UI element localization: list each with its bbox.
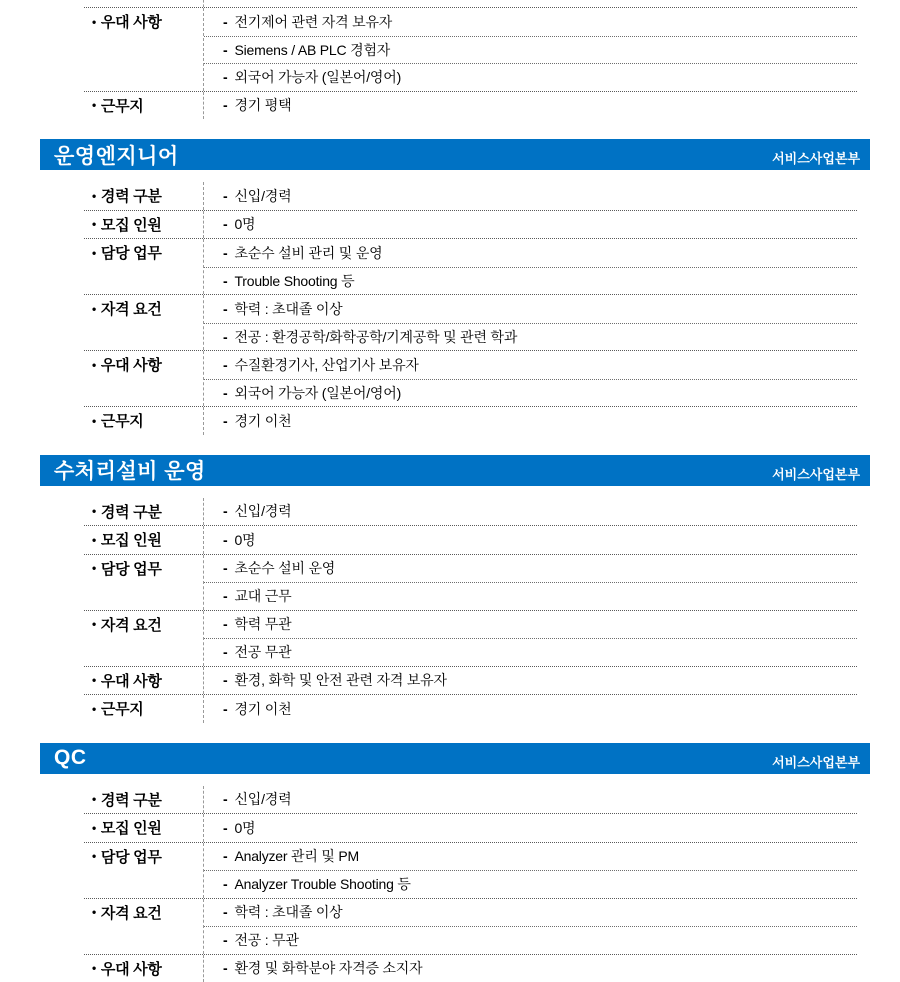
row-value-cell (203, 239, 857, 294)
section-header-bar (40, 455, 870, 486)
value-line (204, 955, 857, 982)
section-header-bar (40, 139, 870, 170)
dash-marker: - (223, 932, 227, 948)
row-value-cell (203, 786, 857, 814)
table-row-group (84, 610, 857, 666)
row-label: 자격 요건 (101, 614, 162, 635)
value-line (204, 582, 857, 610)
value-text: 신입/경력 (234, 789, 291, 809)
row-label: 우대 사항 (101, 354, 162, 375)
dash-marker: - (223, 560, 227, 576)
dash-marker: - (223, 42, 227, 58)
row-label: 경력 구분 (101, 501, 162, 522)
value-line (204, 843, 857, 871)
table-row-group (84, 786, 857, 814)
bullet-marker: • (92, 850, 96, 862)
dash-marker: - (223, 97, 227, 113)
value-line (204, 239, 857, 267)
value-text: 학력 : 초대졸 이상 (234, 902, 342, 922)
row-label-cell (84, 667, 203, 695)
row-value-cell (203, 814, 857, 842)
value-text: 0명 (234, 214, 255, 234)
bullet-marker: • (92, 962, 96, 974)
bullet-marker: • (92, 822, 96, 834)
value-text: 외국어 가능자 (일본어/영어) (234, 383, 401, 403)
dash-marker: - (223, 672, 227, 688)
value-line (204, 351, 857, 379)
bullet-marker: • (92, 359, 96, 371)
value-text: 0명 (234, 530, 255, 550)
dash-marker: - (223, 644, 227, 660)
dash-marker: - (223, 69, 227, 85)
dash-marker: - (223, 820, 227, 836)
row-label: 근무지 (101, 95, 144, 116)
row-label: 근무지 (101, 410, 144, 431)
table-row-group (84, 294, 857, 350)
row-value-cell (203, 182, 857, 210)
row-label: 모집 인원 (101, 214, 162, 235)
value-line (204, 926, 857, 954)
value-text: 전공 : 환경공학/화학공학/기계공학 및 관련 학과 (234, 327, 517, 347)
value-line (204, 379, 857, 407)
section-title: 수처리설비 운영 (40, 455, 206, 485)
value-line (204, 323, 857, 351)
row-label-cell (84, 182, 203, 210)
row-value-cell (203, 92, 857, 120)
row-label-cell (84, 526, 203, 554)
dash-marker: - (223, 532, 227, 548)
bullet-marker: • (92, 99, 96, 111)
row-label-cell (84, 695, 203, 723)
bullet-marker: • (92, 247, 96, 259)
job-details-table (84, 182, 857, 435)
row-label-cell (84, 611, 203, 639)
bullet-marker: • (92, 218, 96, 230)
table-row-group (84, 238, 857, 294)
dash-marker: - (223, 245, 227, 261)
job-details-table (84, 498, 857, 723)
row-value-cell (203, 955, 857, 982)
bullet-marker: • (92, 505, 96, 517)
value-text: 학력 무관 (234, 614, 291, 634)
table-row-group (84, 813, 857, 842)
row-label: 자격 요건 (101, 902, 162, 923)
bullet-marker: • (92, 674, 96, 686)
value-text: 전공 : 무관 (234, 930, 298, 950)
table-row-group (84, 91, 857, 120)
dash-marker: - (223, 329, 227, 345)
table-row-group (84, 525, 857, 554)
bullet-marker: • (92, 190, 96, 202)
dash-marker: - (223, 385, 227, 401)
table-row-group (84, 210, 857, 239)
bullet-marker: • (92, 618, 96, 630)
value-text: 초순수 설비 운영 (234, 558, 335, 578)
value-text: Analyzer Trouble Shooting 등 (234, 874, 410, 894)
value-text: 교대 근무 (234, 586, 291, 606)
value-line (204, 36, 857, 64)
row-label: 자격 요건 (101, 298, 162, 319)
value-text: 0명 (234, 818, 255, 838)
job-section (0, 743, 900, 982)
bullet-marker: • (92, 793, 96, 805)
row-value-cell (203, 211, 857, 239)
value-line (204, 498, 857, 526)
dash-marker: - (223, 216, 227, 232)
dash-marker: - (223, 960, 227, 976)
value-line (204, 267, 857, 295)
dash-marker: - (223, 188, 227, 204)
value-text: 경기 이천 (234, 411, 291, 431)
table-row-group (84, 694, 857, 723)
row-label-cell (84, 899, 203, 927)
dash-marker: - (223, 876, 227, 892)
division-label: 서비스사업본부 (772, 752, 860, 771)
value-line (204, 870, 857, 898)
division-label: 서비스사업본부 (772, 464, 860, 483)
row-label: 담당 업무 (101, 846, 162, 867)
row-value-cell (203, 8, 857, 91)
row-value-cell (203, 843, 857, 898)
bullet-marker: • (92, 703, 96, 715)
value-line (204, 638, 857, 666)
row-value-cell (203, 498, 857, 526)
dash-marker: - (223, 357, 227, 373)
row-label: 모집 인원 (101, 529, 162, 550)
value-line (204, 8, 857, 36)
row-label: 우대 사항 (101, 11, 162, 32)
job-section (0, 139, 900, 435)
dash-marker: - (223, 503, 227, 519)
value-text: 학력 : 초대졸 이상 (234, 299, 342, 319)
value-text: 신입/경력 (234, 186, 291, 206)
value-text: 초순수 설비 관리 및 운영 (234, 243, 382, 263)
row-label-cell (84, 239, 203, 267)
table-row-group (84, 7, 857, 91)
row-label-cell (84, 211, 203, 239)
value-text: 전기제어 관련 자격 보유자 (234, 12, 392, 32)
value-text: 신입/경력 (234, 501, 291, 521)
value-text: Analyzer 관리 및 PM (234, 846, 359, 866)
value-line (204, 695, 857, 723)
row-label: 우대 사항 (101, 958, 162, 979)
dash-marker: - (223, 791, 227, 807)
dash-marker: - (223, 848, 227, 864)
dash-marker: - (223, 273, 227, 289)
table-row-group (84, 182, 857, 210)
value-text: 환경 및 화학분야 자격증 소지자 (234, 958, 422, 978)
row-value-cell (203, 667, 857, 695)
dash-marker: - (223, 616, 227, 632)
row-label-cell (84, 555, 203, 583)
bullet-marker: • (92, 415, 96, 427)
table-row-group (84, 898, 857, 954)
value-line (204, 63, 857, 91)
division-label: 서비스사업본부 (772, 148, 860, 167)
table-row-group (84, 666, 857, 695)
row-label-cell (84, 295, 203, 323)
row-label: 근무지 (101, 698, 144, 719)
row-value-cell (203, 899, 857, 954)
value-line (204, 555, 857, 583)
value-text: 외국어 가능자 (일본어/영어) (234, 67, 401, 87)
section-title: QC (40, 746, 87, 770)
table-row-group (84, 554, 857, 610)
bullet-marker: • (92, 906, 96, 918)
value-text: 환경, 화학 및 안전 관련 자격 보유자 (234, 670, 446, 690)
value-text: 경기 이천 (234, 699, 291, 719)
job-sections-container (0, 139, 900, 982)
row-value-cell (203, 526, 857, 554)
row-label-cell (84, 351, 203, 379)
value-text: 경기 평택 (234, 95, 291, 115)
bullet-marker: • (92, 303, 96, 315)
row-label-cell (84, 8, 203, 36)
row-value-cell (203, 295, 857, 350)
value-line (204, 526, 857, 554)
bullet-marker: • (92, 534, 96, 546)
row-label-cell (84, 92, 203, 120)
row-label-cell (84, 814, 203, 842)
row-label: 모집 인원 (101, 817, 162, 838)
dash-marker: - (223, 701, 227, 717)
row-label-cell (84, 786, 203, 814)
value-line (204, 814, 857, 842)
value-text: Trouble Shooting 등 (234, 271, 354, 291)
table-row-group (84, 954, 857, 982)
bullet-marker: • (92, 562, 96, 574)
row-label-cell (84, 843, 203, 871)
value-line (204, 611, 857, 639)
row-label-cell (84, 407, 203, 435)
job-details-table (84, 786, 857, 982)
section-title: 운영엔지니어 (40, 140, 179, 170)
value-line (204, 182, 857, 210)
value-text: 전공 무관 (234, 642, 291, 662)
value-line (204, 899, 857, 927)
value-text: 수질환경기사, 산업기사 보유자 (234, 355, 418, 375)
row-label: 우대 사항 (101, 670, 162, 691)
value-line (204, 786, 857, 814)
table-row-group (84, 406, 857, 435)
row-value-cell (203, 351, 857, 406)
row-label-cell (84, 498, 203, 526)
value-line (204, 211, 857, 239)
table-row-group (84, 498, 857, 526)
table-row-group (84, 350, 857, 406)
dash-marker: - (223, 904, 227, 920)
dash-marker: - (223, 301, 227, 317)
row-value-cell (203, 407, 857, 435)
bullet-marker: • (92, 16, 96, 28)
value-line (204, 295, 857, 323)
row-value-cell (203, 611, 857, 666)
value-line (204, 92, 857, 120)
dash-marker: - (223, 14, 227, 30)
row-label-cell (84, 955, 203, 982)
value-line (204, 407, 857, 435)
section-header-bar (40, 743, 870, 774)
dash-marker: - (223, 413, 227, 429)
table-row-group (84, 842, 857, 898)
job-section (0, 455, 900, 723)
value-text: Siemens / AB PLC 경험자 (234, 40, 390, 60)
row-value-cell (203, 555, 857, 610)
dash-marker: - (223, 588, 227, 604)
row-label: 담당 업무 (101, 242, 162, 263)
row-label: 경력 구분 (101, 185, 162, 206)
row-value-cell (203, 695, 857, 723)
row-label: 담당 업무 (101, 558, 162, 579)
top-partial-table-host (0, 0, 900, 119)
column-divider-stub (203, 0, 205, 7)
row-label: 경력 구분 (101, 789, 162, 810)
continued-job-table (84, 0, 857, 119)
value-line (204, 667, 857, 695)
